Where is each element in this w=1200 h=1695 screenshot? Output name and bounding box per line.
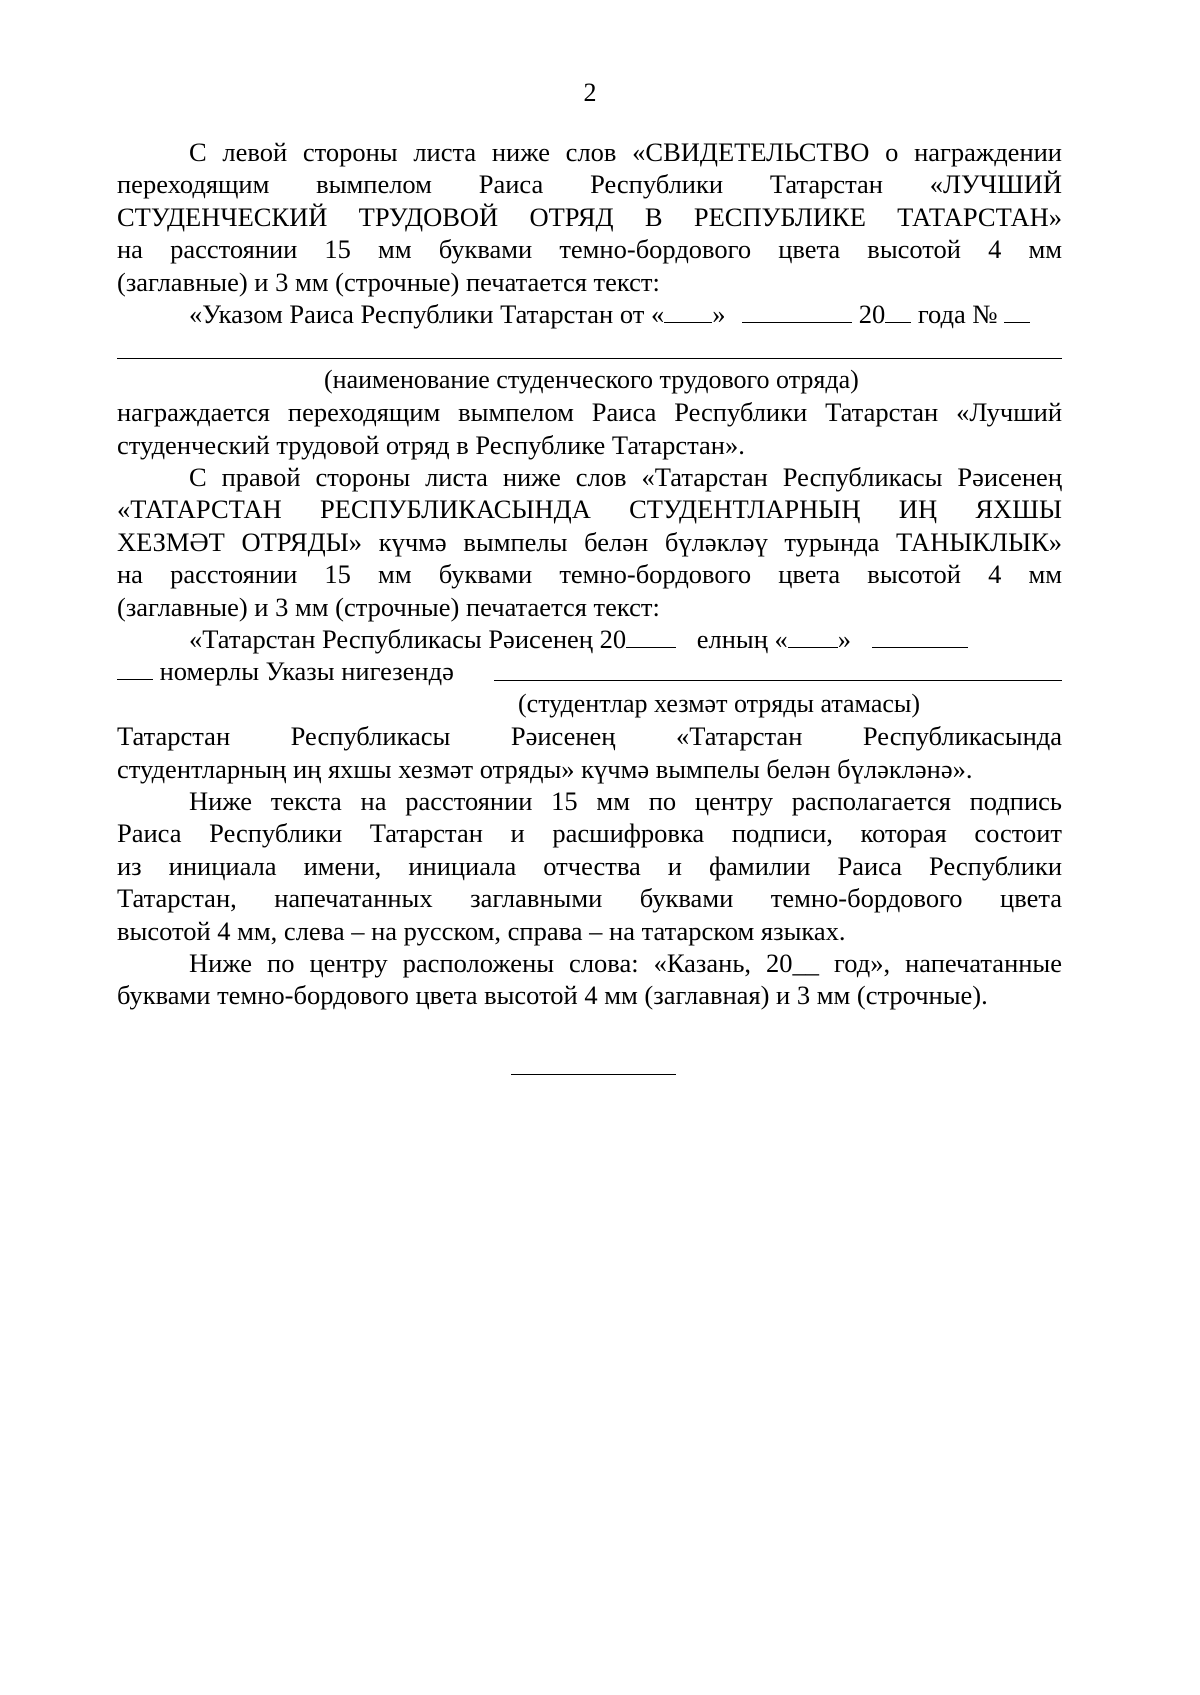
paragraph-city-year: [117, 947, 1062, 1012]
detachment-name-line: [494, 680, 1062, 681]
text-line: студенческий трудовой отряд в Республике Татарстан».: [117, 429, 745, 460]
year-blank: [885, 300, 911, 323]
detachment-name-line: [117, 358, 1062, 359]
paragraph-decree-russian: [117, 298, 1062, 330]
decree-line: [117, 298, 1062, 330]
text-line: (заглавные) и 3 мм (строчные) печатается текст:: [117, 591, 660, 622]
text-line: Раиса Республики Татарстан и расшифровка подписи, которая состоит: [117, 818, 1062, 849]
end-separator: [511, 1074, 676, 1075]
decree-line: [117, 655, 1062, 687]
decree-line: [117, 623, 1062, 655]
decree-text-part: 20: [858, 299, 886, 329]
paragraph-decree-tatar-cont: [117, 688, 1062, 785]
year-blank: [626, 625, 676, 648]
text-line: Ниже по центру расположены слова: «Казань, 20__ год», напечатанные: [189, 948, 1062, 978]
text-line: высотой 4 мм, слева – на русском, справа – на татарском языках.: [117, 915, 846, 946]
decree-text-part: «Указом Раиса Республики Татарстан от «: [189, 299, 665, 329]
paragraph-decree-russian-cont: [117, 364, 1062, 461]
page-number: 2: [583, 78, 597, 107]
day-blank: [788, 625, 838, 648]
text-line: переходящим вымпелом Раиса Республики Татарстан «ЛУЧШИЙ: [117, 169, 1062, 200]
month-blank: [742, 300, 852, 323]
text-line: «ТАТАРСТАН РЕСПУБЛИКАСЫНДА СТУДЕНТЛАРНЫҢ ИҢ ЯХШЫ: [117, 494, 1062, 525]
detachment-name-caption: (наименование студенческого трудового отряда): [324, 365, 859, 394]
text-line: награждается переходящим вымпелом Раиса Республики Татарстан «Лучший: [117, 397, 1062, 428]
paragraph-right-side-text: [117, 461, 1062, 623]
text-line: С правой стороны листа ниже слов «Татарстан Республикасы Рәисенең: [189, 462, 1062, 492]
text-line: студентларның иң яхшы хезмәт отряды» күчмә вымпелы белән бүләкләнә».: [117, 753, 973, 784]
decree-text-part: «Татарстан Республикасы Рәисенең 20: [189, 624, 627, 654]
decree-text-part: »: [712, 299, 726, 329]
text-line: ХЕЗМӘТ ОТРЯДЫ» күчмә вымпелы белән бүләкләү турында ТАНЫКЛЫК»: [117, 526, 1062, 557]
decree-text-part: номерлы Указы нигезендә: [159, 656, 454, 687]
text-line: на расстоянии 15 мм буквами темно-бордового цвета высотой 4 мм: [117, 559, 1062, 590]
text-line: Ниже текста на расстоянии 15 мм по центру располагается подпись: [189, 786, 1062, 816]
decree-text-part: года №: [917, 299, 998, 329]
text-line: Татарстан, напечатанных заглавными буквами темно-бордового цвета: [117, 883, 1062, 914]
text-line: (заглавные) и 3 мм (строчные) печатается текст:: [117, 266, 660, 297]
day-blank: [664, 300, 712, 323]
number-blank: [117, 657, 153, 680]
decree-text-part: »: [837, 624, 852, 654]
paragraph-left-side-text: [117, 136, 1062, 298]
number-blank: [1004, 300, 1030, 323]
paragraph-signature: [117, 785, 1062, 947]
paragraph-decree-tatar: [117, 623, 1062, 688]
month-blank: [872, 625, 968, 648]
text-line: из инициала имени, инициала отчества и фамилии Раиса Республики: [117, 850, 1062, 881]
decree-text-part: елның «: [696, 624, 788, 654]
text-line: буквами темно-бордового цвета высотой 4 мм (заглавная) и 3 мм (строчные).: [117, 980, 988, 1011]
text-line: СТУДЕНЧЕСКИЙ ТРУДОВОЙ ОТРЯД В РЕСПУБЛИКЕ ТАТАРСТАН»: [117, 201, 1062, 232]
text-line: Татарстан Республикасы Рәисенең «Татарстан Республикасында: [117, 721, 1062, 752]
detachment-name-caption: (студентлар хезмәт отряды атамасы): [518, 689, 921, 718]
text-line: на расстоянии 15 мм буквами темно-бордового цвета высотой 4 мм: [117, 234, 1062, 265]
text-line: С левой стороны листа ниже слов «СВИДЕТЕЛЬСТВО о награждении: [189, 137, 1062, 167]
